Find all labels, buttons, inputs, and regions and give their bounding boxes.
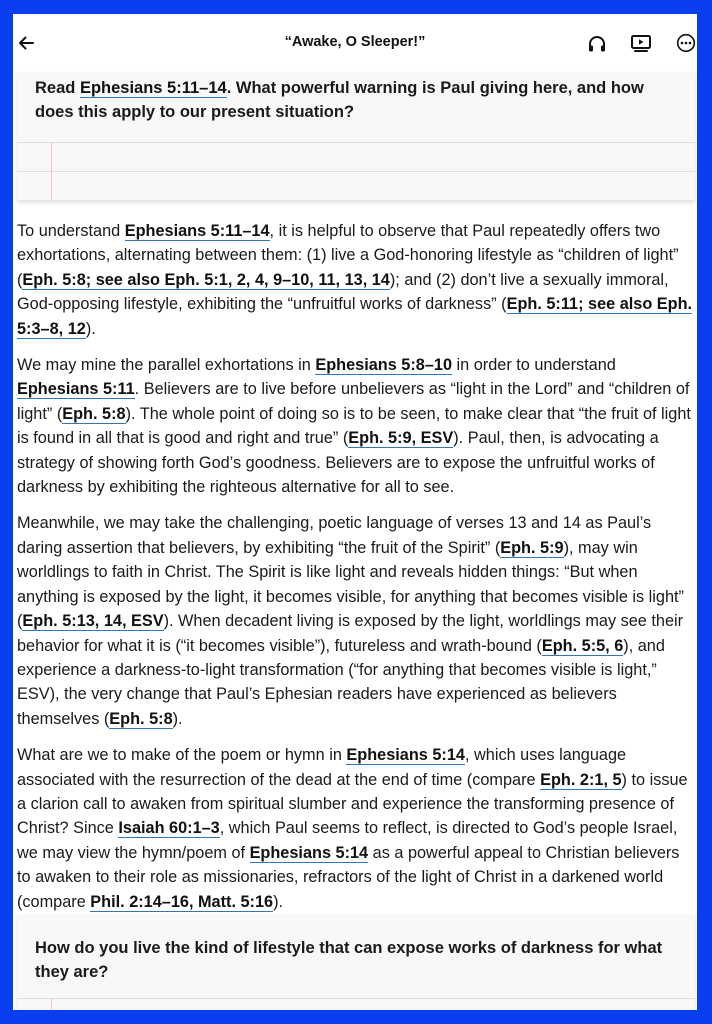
- answer-notes-area[interactable]: [17, 998, 695, 1010]
- headphones-icon[interactable]: [585, 32, 609, 56]
- video-play-icon[interactable]: [629, 31, 653, 55]
- scripture-reference-link[interactable]: Eph. 5:13, 14, ESV: [22, 612, 164, 631]
- note-line: [17, 998, 695, 999]
- paragraph: [17, 743, 693, 914]
- paragraph: [17, 219, 693, 341]
- scripture-reference-link[interactable]: Ephesians 5:11–14: [79, 79, 227, 97]
- body-text-run: ). Paul, then, is advocating a strategy of showing forth God’s goodness. Believers are to expose the unfruitful works of darkness by exhibiting the righteous alternative for all to see.: [17, 429, 659, 497]
- scripture-reference-link[interactable]: Isaiah 60:1–3: [118, 819, 220, 838]
- body-text-run: , it is helpful to observe that Paul repeatedly offers two exhortations, alternating between them: (1) live a God-honoring lifestyle as “children of light” (: [17, 222, 679, 289]
- app-window: [13, 14, 697, 1010]
- body-text-run: . Believers are to live before unbelievers as “light in the Lord” and “children of light” (: [17, 380, 690, 423]
- body-text-run: in order to understand: [452, 356, 616, 375]
- body-text-run: ) to issue a clarion call to awaken from spiritual slumber and experience the transforming presence of Christ? Since: [17, 770, 688, 838]
- note-line: [17, 171, 695, 172]
- question-text: How do you live the kind of lifestyle that can expose works of darkness for what they are?: [35, 939, 663, 981]
- question-card: [17, 72, 695, 200]
- note-line: [17, 142, 695, 143]
- body-text-run: , which uses language associated with the resurrection of the dead at the end of time (compare: [17, 746, 627, 789]
- body-text-run: ); and (2) don’t live a sexually immoral, God-opposing lifestyle, exhibiting the “unfruitful works of darkness” (: [17, 270, 669, 314]
- body-text-run: Meanwhile, we may take the challenging, poetic language of verses 13 and 14 as Paul’s daring assertion that believers, by exhibiting “the fruit of the Spirit” (: [17, 514, 652, 557]
- body-text-run: What are we to make of the poem or hymn in: [17, 746, 347, 765]
- question-card: [17, 914, 695, 1010]
- paragraph: [17, 511, 693, 731]
- body-text-run: Read: [35, 79, 80, 97]
- body-text-run: ).: [273, 892, 284, 911]
- more-options-icon[interactable]: [674, 31, 697, 55]
- paragraph: [17, 353, 693, 499]
- scripture-reference-link[interactable]: Ephesians 5:14: [346, 746, 465, 765]
- study-text: [17, 219, 693, 926]
- body-text-run: ).: [85, 319, 96, 338]
- scripture-reference-link[interactable]: Eph. 5:11; see also Eph. 5:3–8, 12: [17, 295, 693, 338]
- scripture-reference-link[interactable]: Eph. 2:1, 5: [540, 770, 622, 789]
- scripture-reference-link[interactable]: Eph. 5:9: [500, 538, 564, 557]
- body-text-run: ), and experience a darkness-to-light transformation (“for anything that becomes visible is light,” ESV), the very change that Paul’s Ephesian readers have experienced as believers themselves (: [17, 636, 665, 728]
- note-margin-line: [51, 142, 52, 200]
- scripture-reference-link[interactable]: Eph. 5:8; see also Eph. 5:1, 2, 4, 9–10, 11, 13, 14: [22, 270, 390, 289]
- scripture-reference-link[interactable]: Phil. 2:14–16, Matt. 5:16: [90, 892, 274, 911]
- question-text: [35, 76, 677, 124]
- body-text-run: To understand: [17, 222, 125, 240]
- body-text-run: ).: [172, 709, 183, 728]
- scripture-reference-link[interactable]: Eph. 5:9, ESV: [348, 429, 454, 448]
- scripture-reference-link[interactable]: Eph. 5:8: [62, 404, 126, 423]
- scripture-reference-link[interactable]: Ephesians 5:14: [249, 843, 369, 862]
- answer-notes-area[interactable]: [17, 142, 695, 200]
- scripture-reference-link[interactable]: Eph. 5:5, 6: [541, 636, 624, 655]
- body-text-run: ), may win worldlings to faith in Christ. The Spirit is like light and reveals hidden things: “But when anything is exposed by the light, it becomes visible, for anything that becomes visible is light” (: [17, 538, 684, 631]
- body-text-run: . What powerful warning is Paul giving here, and how does this apply to our present situation?: [35, 79, 644, 121]
- body-text-run: , which Paul seems to reflect, is directed to God’s people Israel, we may view the hymn/poem of: [17, 819, 678, 862]
- top-bar: [13, 14, 697, 72]
- body-text-run: ). The whole point of doing so is to be seen, to make clear that “the fruit of light is found in all that is good and right and true” (: [17, 404, 691, 448]
- page-title: “Awake, O Sleeper!”: [284, 34, 426, 50]
- scripture-reference-link[interactable]: Ephesians 5:8–10: [315, 356, 453, 375]
- scripture-reference-link[interactable]: Eph. 5:8: [109, 709, 173, 728]
- scripture-reference-link[interactable]: Ephesians 5:11: [17, 380, 135, 399]
- note-margin-line: [51, 998, 52, 1010]
- body-text-run: as a powerful appeal to Christian believers to awaken to their role as missionaries, refractors of the light of Christ in a darkened world (compare: [17, 843, 680, 911]
- body-text-run: ). When decadent living is exposed by the light, worldlings may see their behavior for what it is (“it becomes visible”), futureless and wrath-bound (: [17, 612, 684, 655]
- body-text-run: We may mine the parallel exhortations in: [17, 356, 316, 375]
- scripture-reference-link[interactable]: Ephesians 5:11–14: [124, 222, 270, 240]
